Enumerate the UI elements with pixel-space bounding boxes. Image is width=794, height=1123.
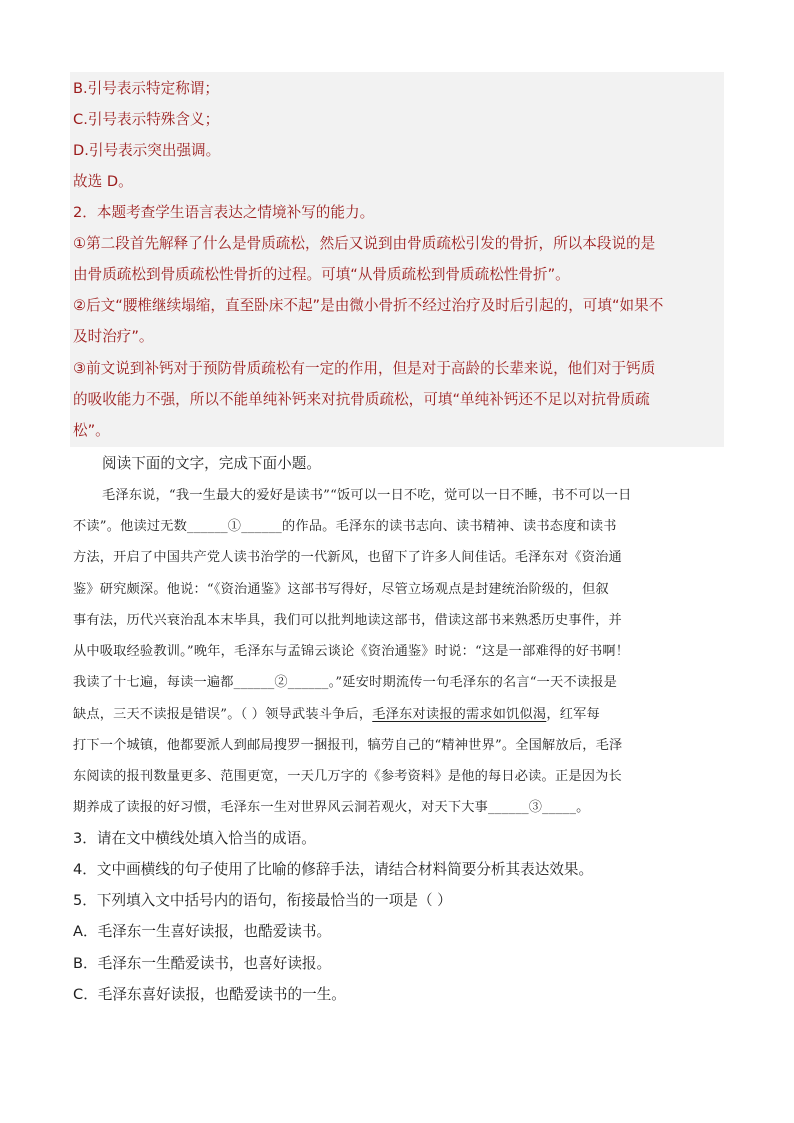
answer-line: 的吸收能力不强，所以不能单纯补钙来对抗骨质疏松，可填“单纯补钙还不足以对抗骨质疏 <box>73 391 650 408</box>
passage-line: 方法，开启了中国共产党人读书治学的一代新风，也留下了许多人间佳话。毛泽东对《资治通 <box>73 550 622 565</box>
answer-line: C.引号表示特殊含义； <box>73 111 220 128</box>
blank-2: ______②______ <box>233 675 329 690</box>
passage-line: 鉴》研究颇深。他说：“《资治通鉴》这部书写得好，尽管立场观点是封建统治阶级的，但叙 <box>73 582 609 597</box>
answer-line: ③前文说到补钙对于预防骨质疏松有一定的作用，但是对于高龄的长辈来说，他们对于钙质 <box>73 360 656 377</box>
passage-line: 不读”。他读过无数______①______的作品。毛泽东的读书志向、读书精神、读书态度和读书 <box>73 519 617 534</box>
passage-line: 缺点，三天不读报是错误”。（ ）领导武装斗争后，毛泽东对读报的需求如饥似渴，红军每 <box>73 707 600 722</box>
option-b: B．毛泽东一生酷爱读书，也喜好读报。 <box>73 955 332 972</box>
answer-line: 由骨质疏松到骨质疏松性骨折的过程。可填“从骨质疏松到骨质疏松性骨折”。 <box>73 266 570 283</box>
answer-line: D.引号表示突出强调。 <box>73 142 221 159</box>
answer-line: 2．本题考查学生语言表达之情境补写的能力。 <box>73 204 375 221</box>
passage-line: 期养成了读报的好习惯，毛泽东一生对世界风云洞若观火，对天下大事______③_____。 <box>73 800 590 815</box>
answer-line: ①第二段首先解释了什么是骨质疏松，然后又说到由骨质疏松引发的骨折，所以本段说的是 <box>73 235 656 252</box>
passage-line: 打下一个城镇，他都要派人到邮局搜罗一捆报刊，犒劳自己的“精神世界”。全国解放后，毛泽 <box>73 738 623 753</box>
passage-line: 从中吸取经验教训。”晚年，毛泽东与孟锦云谈论《资治通鉴》时说：“这是一部难得的好书啊！ <box>73 644 630 659</box>
blank-1: ______①______ <box>187 519 282 534</box>
passage-line: 我读了十七遍，每读一遍都______②______。”延安时期流传一句毛泽东的名言“一天不读报是 <box>73 675 617 690</box>
passage-line: 事有法，历代兴衰治乱本末毕具，我们可以批判地读这部书，借读这部书来熟悉历史事件，并 <box>73 613 622 628</box>
question-5: 5．下列填入文中括号内的语句，衔接最恰当的一项是（ ） <box>73 892 452 909</box>
option-a: A．毛泽东一生喜好读报，也酷爱读书。 <box>73 923 332 940</box>
answer-line: B.引号表示特定称谓； <box>73 80 219 97</box>
passage-line: 毛泽东说，“我一生最大的爱好是读书”“饭可以一日不吃，觉可以一日不睡，书不可以一日 <box>102 488 632 503</box>
answer-line: 故选 D。 <box>73 173 133 190</box>
answer-line: ②后文“腰椎继续塌缩，直至卧床不起”是由微小骨折不经过治疗及时后引起的，可填“如果不 <box>73 297 664 314</box>
underlined-sentence: 毛泽东对读报的需求如饥似渴 <box>372 707 547 722</box>
question-4: 4．文中画横线的句子使用了比喻的修辞手法，请结合材料简要分析其表达效果。 <box>73 861 594 878</box>
reading-instruction: 阅读下面的文字，完成下面小题。 <box>102 455 321 472</box>
passage-line: 东阅读的报刊数量更多、范围更宽，一天几万字的《参考资料》是他的每日必读。正是因为长 <box>73 769 622 784</box>
answer-line: 及时治疗”。 <box>73 328 154 345</box>
question-3: 3．请在文中横线处填入恰当的成语。 <box>73 830 316 847</box>
answer-line: 松”。 <box>73 422 110 439</box>
option-c: C．毛泽东喜好读报，也酷爱读书的一生。 <box>73 986 346 1003</box>
blank-3: ______③_____ <box>488 800 577 815</box>
